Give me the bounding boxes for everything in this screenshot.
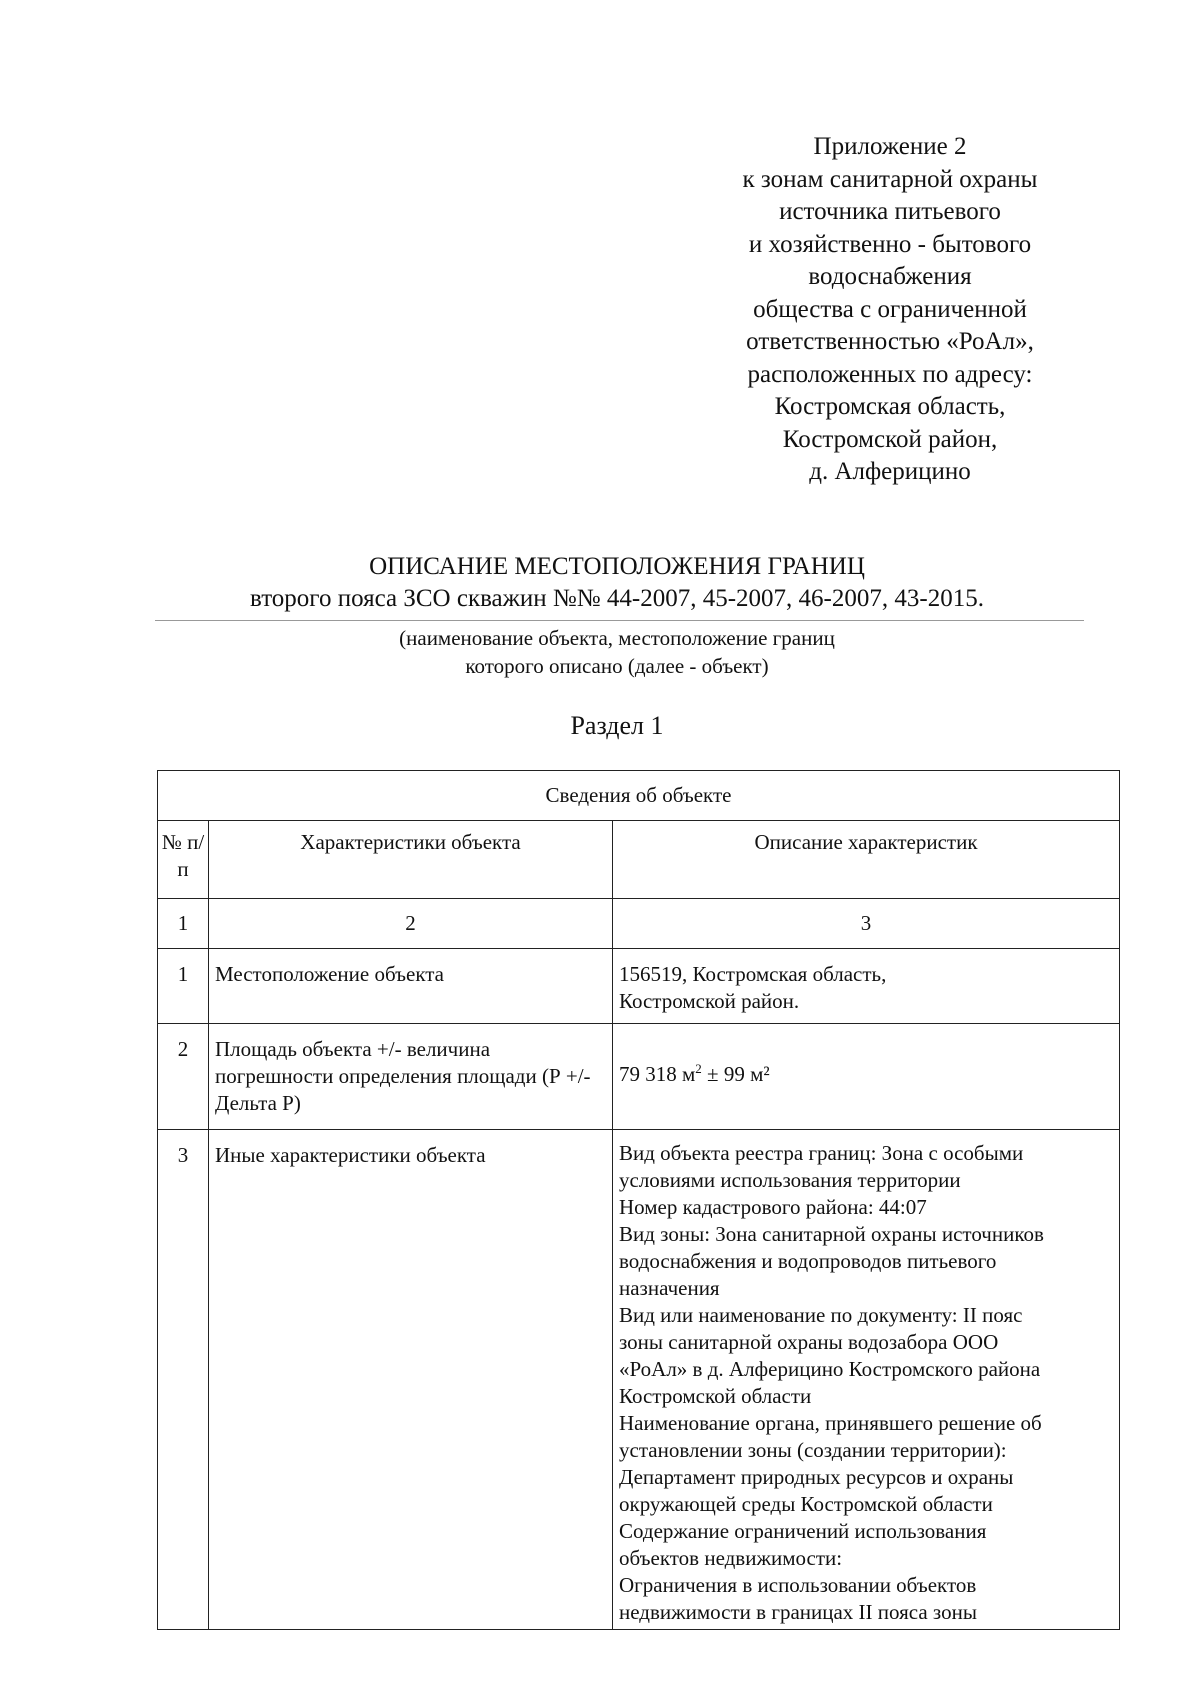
row-characteristic: Иные характеристики объекта [209,1130,613,1630]
description-line: объектов недвижимости: [619,1546,843,1570]
appendix-line: общества с ограниченной [753,295,1027,323]
appendix-line: Костромской район, [782,425,998,453]
object-note [150,624,1084,680]
description-line: Департамент природных ресурсов и охраны [619,1465,1014,1489]
description-line: Вид или наименование по документу: II пояс [619,1303,1023,1327]
row-characteristic: Площадь объекта +/- величина погрешности определения площади (Р +/- Дельта Р) [209,1024,613,1130]
appendix-line: ответственностью «РоАл», [746,328,1034,355]
row-number: 2 [158,1024,209,1130]
description-line: водоснабжения и водопроводов питьевого [619,1249,997,1273]
section-title: Раздел 1 [570,711,664,740]
column-number: 2 [209,899,613,949]
description-line: окружающей среды Костромской области [619,1492,993,1516]
description-line: «РоАл» в д. Алферицино Костромского района [619,1357,1041,1381]
header-characteristics: Характеристики объекта [209,821,613,899]
column-number: 3 [613,899,1120,949]
table-row [158,949,1120,1024]
description-line: Вид зоны: Зона санитарной охраны источников [619,1222,1044,1246]
table-caption: Сведения об объекте [158,771,1120,821]
underline-divider [155,620,1084,621]
description-line: 156519, Костромская область, [619,962,887,986]
appendix-line: д. Алферицино [809,458,971,485]
column-number: 1 [158,899,209,949]
description-line: условиями использования территории [619,1168,961,1192]
object-info-table [157,770,1120,1630]
row-characteristic: Местоположение объекта [209,949,613,1024]
row-description [613,1024,1120,1130]
appendix-line: расположенных по адресу: [747,360,1033,388]
appendix-line: источника питьевого [779,198,1001,225]
appendix-line: и хозяйственно - бытового [748,230,1032,258]
description-line: Костромской район. [619,989,800,1013]
description-line: установлении зоны (создании территории): [619,1438,1007,1462]
row-description [613,949,1120,1024]
appendix-line: водоснабжения [808,263,972,290]
column-number-row [158,899,1120,949]
document-subtitle: второго пояса ЗСО скважин №№ 44-2007, 45-2007, 46-2007, 43-2015. [250,585,984,612]
appendix-line: Приложение 2 [813,133,967,160]
description-line: Костромской области [619,1384,812,1408]
row-number: 1 [158,949,209,1024]
appendix-line: к зонам санитарной охраны [742,165,1038,193]
description-line: Вид объекта реестра границ: Зона с особыми [619,1141,1024,1165]
row-number: 3 [158,1130,209,1630]
note-line: (наименование объекта, местоположение границ [399,626,835,650]
description-line: Ограничения в использовании объектов [619,1573,977,1597]
area-value: 79 318 $м^2 \pm 99$ м² [619,1061,770,1086]
header-description: Описание характеристик [613,821,1120,899]
document-title: ОПИСАНИЕ МЕСТОПОЛОЖЕНИЯ ГРАНИЦ [369,553,865,580]
description-line: Наименование органа, принявшего решение об [619,1411,1042,1435]
description-line: Содержание ограничений использования [619,1519,987,1543]
description-line: Номер кадастрового района: 44:07 [619,1195,927,1219]
appendix-line: Костромская область, [774,393,1006,420]
document-title-block [150,551,1084,615]
description-line: назначения [619,1276,720,1300]
table-caption-row [158,771,1120,821]
description-line: недвижимости в границах II пояса зоны [619,1600,977,1624]
table-row [158,1130,1120,1630]
description-line: зоны санитарной охраны водозабора ООО [619,1330,999,1354]
table-header-row [158,821,1120,899]
header-num: № п/п [158,821,209,899]
row-description [613,1130,1120,1630]
appendix-block [690,131,1090,489]
note-line: которого описано (далее - объект) [465,654,769,678]
table-row [158,1024,1120,1130]
